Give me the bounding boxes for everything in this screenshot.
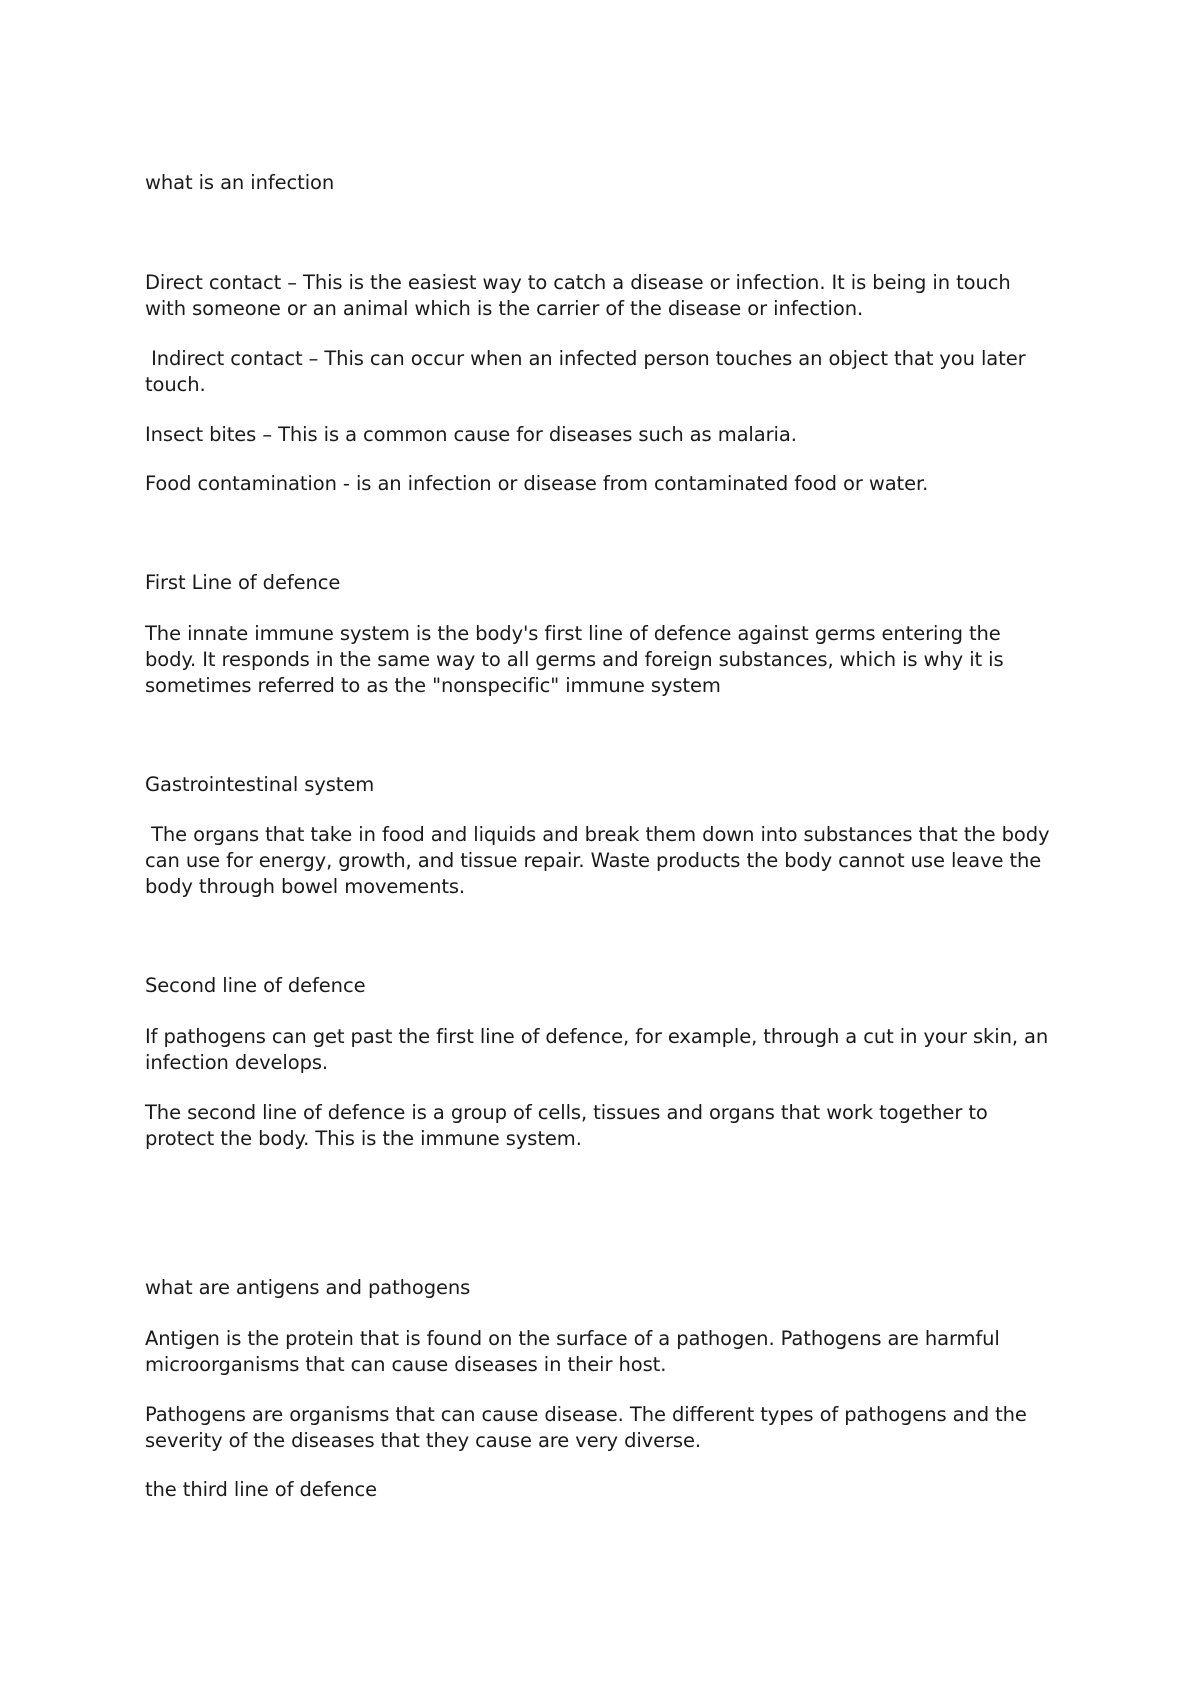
direct-contact-line-1: Direct contact – This is the easiest way to catch a disease or infection. It is being in touch	[145, 271, 1011, 294]
insect-bites-line: Insect bites – This is a common cause for diseases such as malaria.	[145, 423, 797, 446]
pathogens-text-2: severity of the diseases that they cause are very diverse.	[145, 1429, 701, 1452]
heading-what-is-infection: what is an infection	[145, 171, 335, 194]
heading-antigens-and-pathogens: what are antigens and pathogens	[145, 1276, 471, 1299]
heading-gastrointestinal-system: Gastrointestinal system	[145, 773, 375, 796]
second-line-p1-text-2: infection develops.	[145, 1051, 329, 1074]
food-contamination-line: Food contamination - is an infection or disease from contaminated food or water.	[145, 472, 929, 495]
second-line-p2-text-2: protect the body. This is the immune system.	[145, 1127, 582, 1150]
indirect-contact-line-2: touch.	[145, 373, 206, 396]
first-line-text-2: body. It responds in the same way to all germs and foreign substances, which is why it is	[145, 648, 1004, 671]
heading-third-line-of-defence: the third line of defence	[145, 1478, 378, 1501]
antigen-text-1: Antigen is the protein that is found on the surface of a pathogen. Pathogens are harmful	[145, 1327, 1000, 1350]
pathogens-text-1: Pathogens are organisms that can cause disease. The different types of pathogens and the	[145, 1403, 1027, 1426]
gastro-text-2: can use for energy, growth, and tissue repair. Waste products the body cannot use leave the	[145, 849, 1042, 872]
first-line-text-3: sometimes referred to as the "nonspecific" immune system	[145, 674, 721, 697]
indirect-contact-line-1: Indirect contact – This can occur when an infected person touches an object that you later	[145, 347, 1026, 370]
direct-contact-line-2: with someone or an animal which is the carrier of the disease or infection.	[145, 297, 864, 320]
heading-first-line-of-defence: First Line of defence	[145, 571, 341, 594]
antigen-text-2: microorganisms that can cause diseases in their host.	[145, 1353, 667, 1376]
second-line-p2-text-1: The second line of defence is a group of cells, tissues and organs that work together to	[145, 1101, 988, 1124]
second-line-p1-text-1: If pathogens can get past the first line of defence, for example, through a cut in your skin, an	[145, 1025, 1049, 1048]
gastro-text-3: body through bowel movements.	[145, 875, 466, 898]
gastro-text-1: The organs that take in food and liquids and break them down into substances that the body	[145, 823, 1050, 846]
first-line-text-1: The innate immune system is the body's first line of defence against germs entering the	[145, 622, 1001, 645]
heading-second-line-of-defence: Second line of defence	[145, 974, 366, 997]
